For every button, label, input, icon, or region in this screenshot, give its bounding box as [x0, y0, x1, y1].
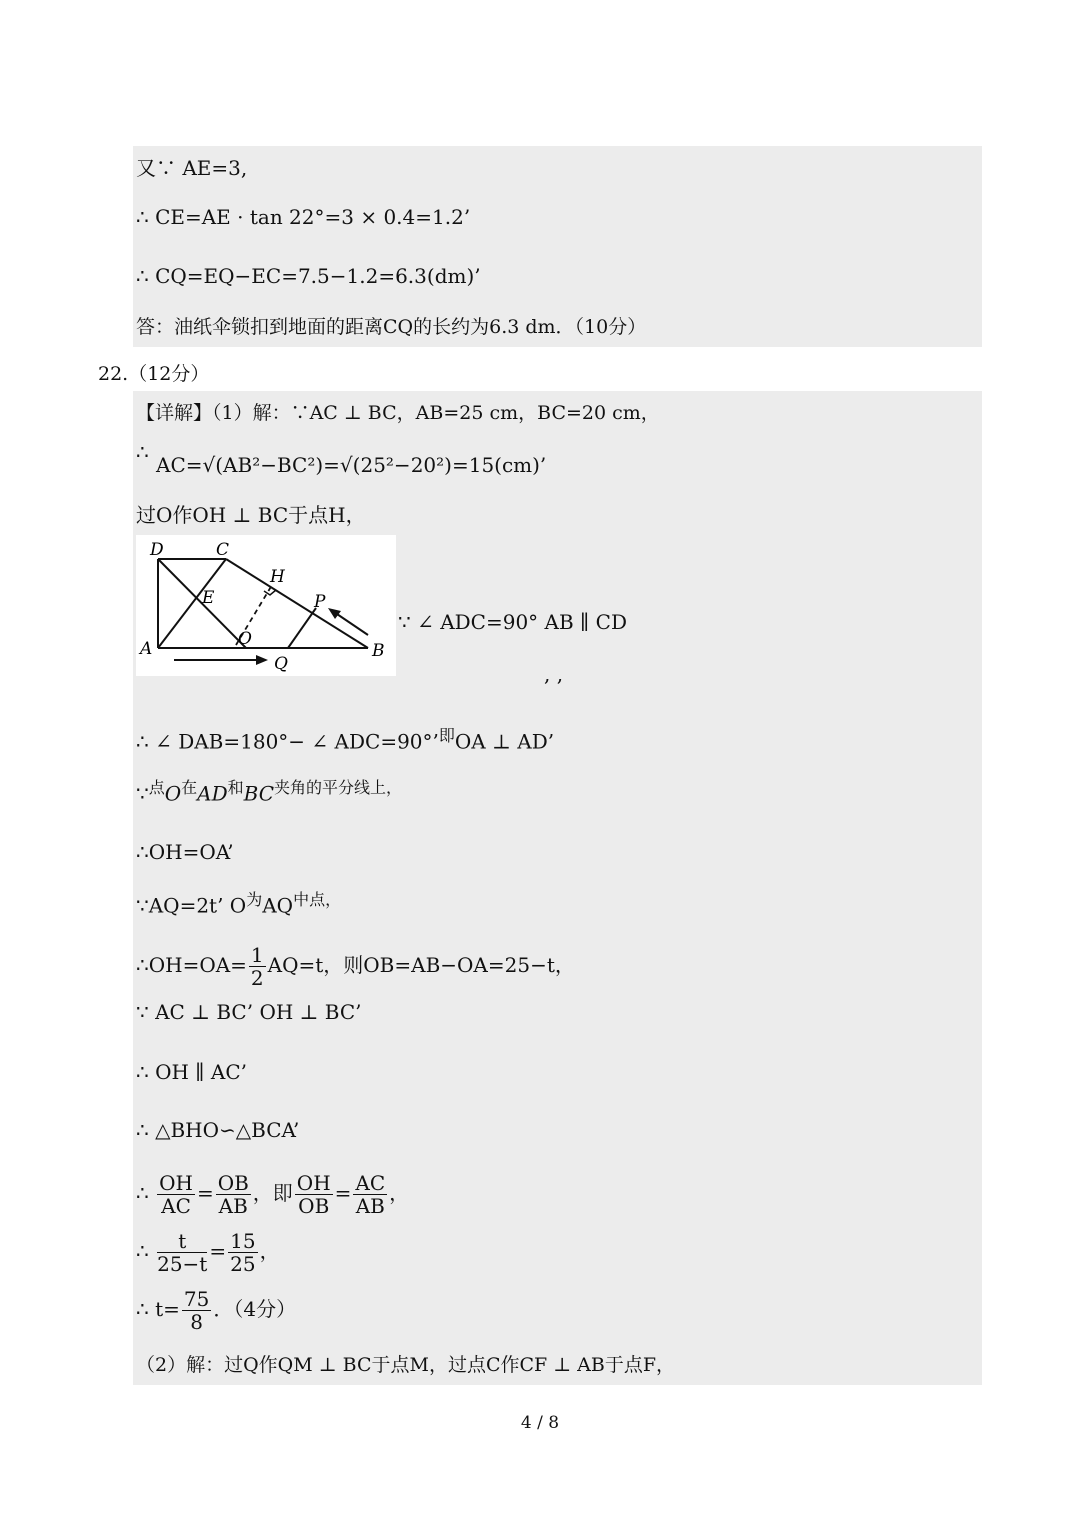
label-D: D [150, 540, 164, 560]
text-line: 又∵ AE=3, [136, 156, 248, 180]
equation: △BHO∽△BCA’ [155, 1118, 300, 1142]
because-symbol: ∵ [136, 1000, 149, 1024]
fraction [228, 1230, 257, 1275]
fraction [157, 1172, 195, 1217]
text-line: ∵ ∠ ADC=90° AB ∥ CD [398, 610, 627, 634]
label-Q: Q [274, 654, 288, 674]
text-line [136, 944, 575, 989]
label-E: E [202, 588, 215, 608]
page-number: 4 / 8 [520, 1413, 560, 1433]
numerator: OB [217, 1171, 249, 1195]
fraction [157, 1230, 207, 1275]
equation: AQ=2t’ O [148, 893, 247, 918]
equation: ∴OH=OA= [136, 953, 247, 977]
label-O: O [238, 629, 252, 649]
text: 和 [227, 778, 244, 797]
text-line [136, 1060, 247, 1084]
equation: AC ⊥ BC’ OH ⊥ BC’ [155, 1000, 362, 1024]
text-line: , , [544, 662, 564, 686]
therefore-symbol: ∴ [136, 1239, 149, 1263]
text-line: ∴OH=OA’ [136, 840, 234, 864]
var: O [164, 781, 182, 806]
text-ji: 即 [438, 726, 455, 745]
therefore-symbol: ∴ [136, 1060, 149, 1084]
var: AD [197, 781, 228, 806]
text-line [136, 1230, 280, 1275]
therefore-symbol: ∴ [136, 440, 149, 464]
text: 点 [148, 778, 165, 797]
equals: = [334, 1181, 352, 1205]
text: ， [389, 1181, 410, 1205]
text-line [136, 776, 402, 806]
numerator: AC [355, 1171, 386, 1195]
equation: AQ=t，则OB=AB−OA=25−t， [267, 953, 575, 977]
text-line: ∴ CE=AE · tan 22°=3 × 0.4=1.2’ [136, 205, 471, 229]
equation: AQ [262, 893, 294, 918]
label-C: C [216, 540, 230, 560]
var: BC [243, 781, 275, 806]
label-P: P [314, 592, 326, 612]
denominator: 25−t [157, 1252, 208, 1276]
text: ，即 [252, 1181, 293, 1205]
figure-svg [136, 535, 396, 676]
label-B: B [372, 641, 385, 661]
equals: = [209, 1239, 227, 1263]
text-line: AC=√(AB²−BC²)=√(25²−20²)=15(cm)’ [156, 453, 547, 477]
numerator: 75 [183, 1287, 210, 1311]
numerator: t [157, 1230, 207, 1253]
fraction [249, 944, 266, 989]
text-line [136, 1288, 296, 1333]
text: 在 [181, 778, 198, 797]
text-line: ∴ CQ=EQ−EC=7.5−1.2=6.3(dm)’ [136, 264, 481, 288]
text: 夹角的平分线上， [274, 778, 403, 797]
text-line [136, 724, 554, 754]
denominator: 2 [250, 966, 264, 990]
denominator: 25 [230, 1252, 256, 1276]
geometry-figure [136, 535, 396, 676]
numerator: 15 [230, 1229, 256, 1253]
denominator: AB [218, 1194, 248, 1218]
text: ．（4分） [213, 1297, 297, 1321]
label-A: A [140, 639, 153, 659]
text: ， [259, 1239, 280, 1263]
text: 中点， [293, 890, 342, 909]
text-line: 答：油纸伞锁扣到地面的距离CQ的长约为6.3 dm．（10分） [136, 316, 647, 338]
denominator: OB [298, 1194, 330, 1218]
text-line: 过O作OH ⊥ BC于点H， [136, 503, 366, 527]
numerator: OH [296, 1171, 331, 1195]
denominator: AB [355, 1194, 385, 1218]
numerator: 1 [250, 943, 264, 967]
text-line [136, 1118, 299, 1142]
denominator: 8 [190, 1310, 203, 1334]
text-line: （2）解：过Q作QM ⊥ BC于点M，过点C作CF ⊥ AB于点F， [136, 1354, 676, 1376]
therefore-symbol: ∴ [136, 1181, 149, 1205]
because-symbol: ∵ [136, 781, 149, 806]
fraction [182, 1288, 211, 1333]
question-header: 22.（12分） [98, 363, 210, 385]
therefore-symbol: ∴ [136, 1118, 149, 1142]
text-line [136, 1000, 362, 1024]
fraction [216, 1172, 251, 1217]
text-line [136, 440, 149, 464]
text-line [136, 888, 341, 918]
equation: ∴ t= [136, 1297, 180, 1321]
because-symbol: ∵ [136, 893, 149, 918]
denominator: AC [161, 1194, 191, 1218]
text-line [136, 1172, 409, 1217]
fraction [295, 1172, 333, 1217]
equation: ∴ ∠ DAB=180°− ∠ ADC=90°’ [136, 729, 439, 754]
fraction [353, 1172, 387, 1217]
label-H: H [270, 567, 285, 587]
text-line: 【详解】（1）解：∵AC ⊥ BC，AB=25 cm，BC=20 cm， [136, 402, 660, 424]
text: 为 [246, 890, 263, 909]
equation: OA ⊥ AD’ [454, 729, 555, 754]
numerator: OH [159, 1171, 193, 1195]
equation: OH ∥ AC’ [155, 1060, 247, 1084]
equals: = [196, 1181, 214, 1205]
